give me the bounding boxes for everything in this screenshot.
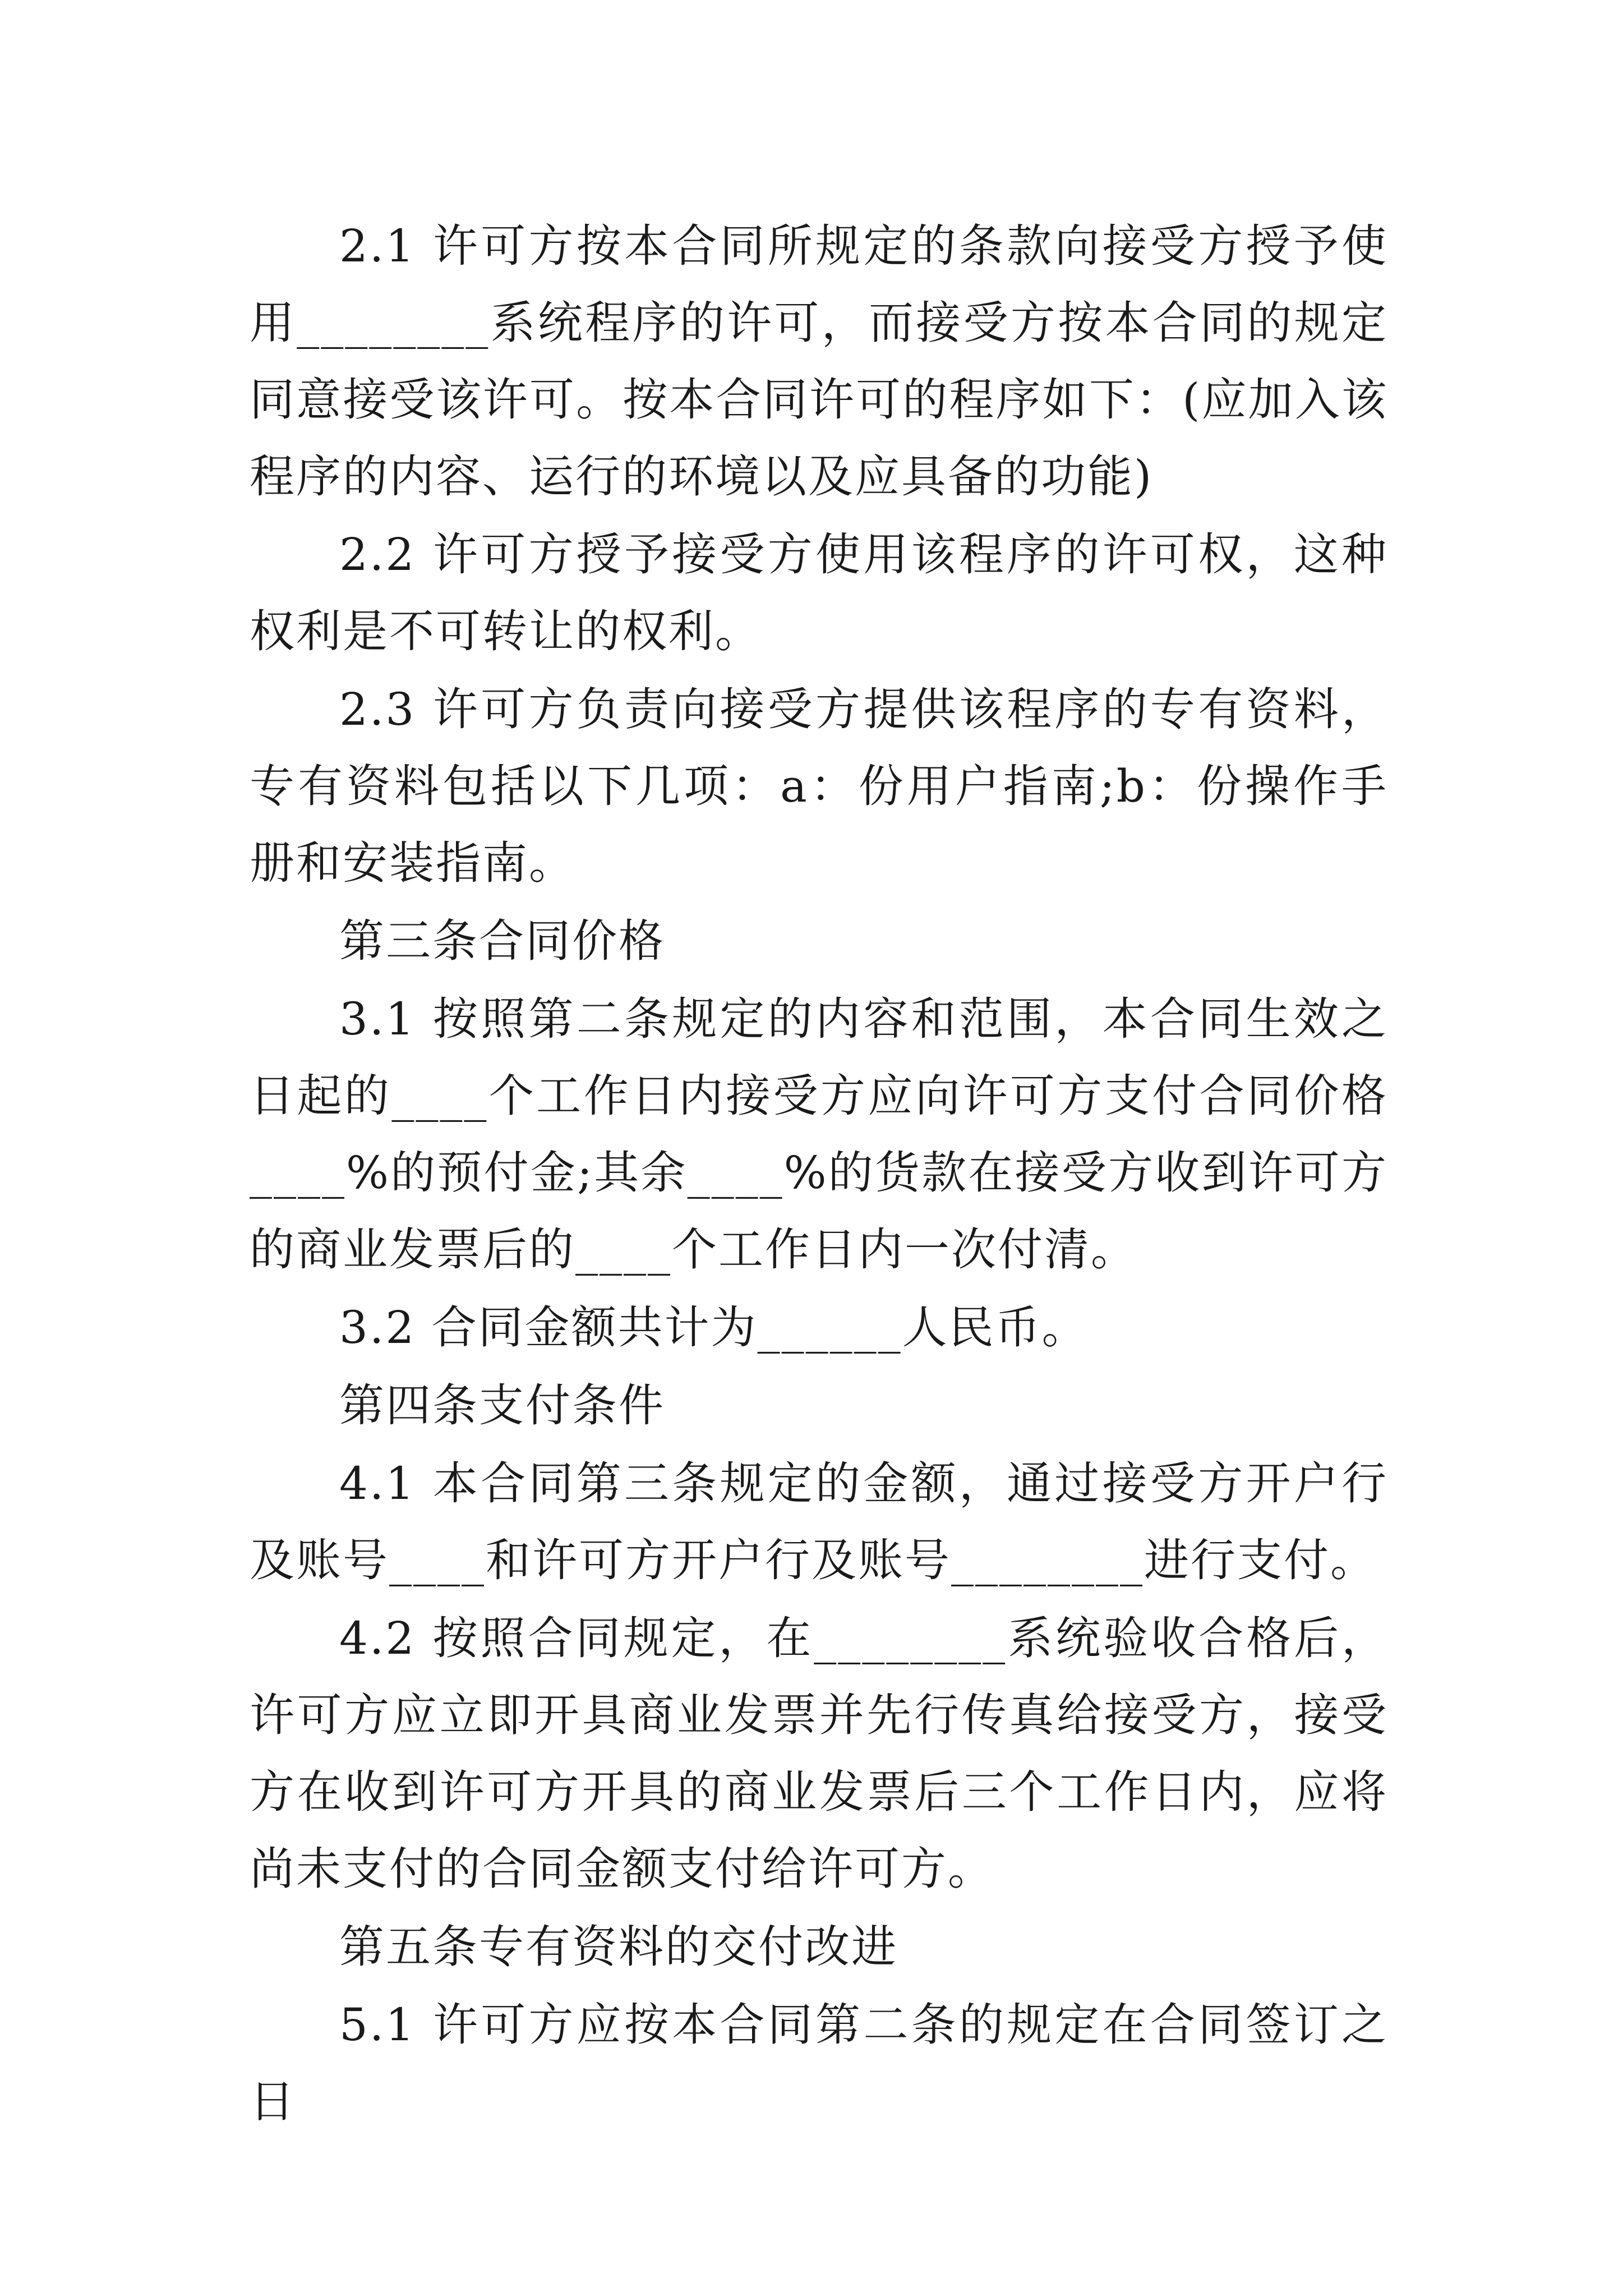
article-4-heading: 第四条支付条件: [339, 1379, 665, 1432]
article-3-heading: 第三条合同价格: [339, 915, 665, 967]
clause-4-2: 4.2 按照合同规定，在________系统验收合格后，许可方应立即开具商业发票并先行传真给接受方，接受方在收到许可方开具的商业发票后三个工作日内，应将尚未支付的合同金额支付给许可方。: [250, 1612, 1388, 1895]
clause-2-3: 2.3 许可方负责向接受方提供该程序的专有资料，专有资料包括以下几项：a：份用户指南;b：份操作手册和安装指南。: [250, 683, 1388, 889]
clause-4-1: 4.1 本合同第三条规定的金额，通过接受方开户行及账号____和许可方开户行及账号________进行支付。: [250, 1457, 1388, 1586]
clause-3-2: 3.2 合同金额共计为______人民币。: [339, 1301, 1089, 1354]
clause-2-2: 2.2 许可方授予接受方使用该程序的许可权，这种权利是不可转让的权利。: [250, 528, 1388, 657]
article-5-heading: 第五条专有资料的交付改进: [339, 1921, 898, 1973]
clause-5-1: 5.1 许可方应按本合同第二条的规定在合同签订之日: [250, 1999, 1388, 2128]
clause-3-1: 3.1 按照第二条规定的内容和范围，本合同生效之日起的____个工作日内接受方应向许可方支付合同价格____%的预付金;其余____%的货款在接受方收到许可方的商业发票后的____个工作日内一次付清。: [250, 993, 1388, 1276]
clause-2-1: 2.1 许可方按本合同所规定的条款向接受方授予使用________系统程序的许可，而接受方按本合同的规定同意接受该许可。按本合同许可的程序如下：(应加入该程序的内容、运行的环境以及应具备的功能): [250, 220, 1388, 503]
document-body: [250, 208, 1388, 2141]
